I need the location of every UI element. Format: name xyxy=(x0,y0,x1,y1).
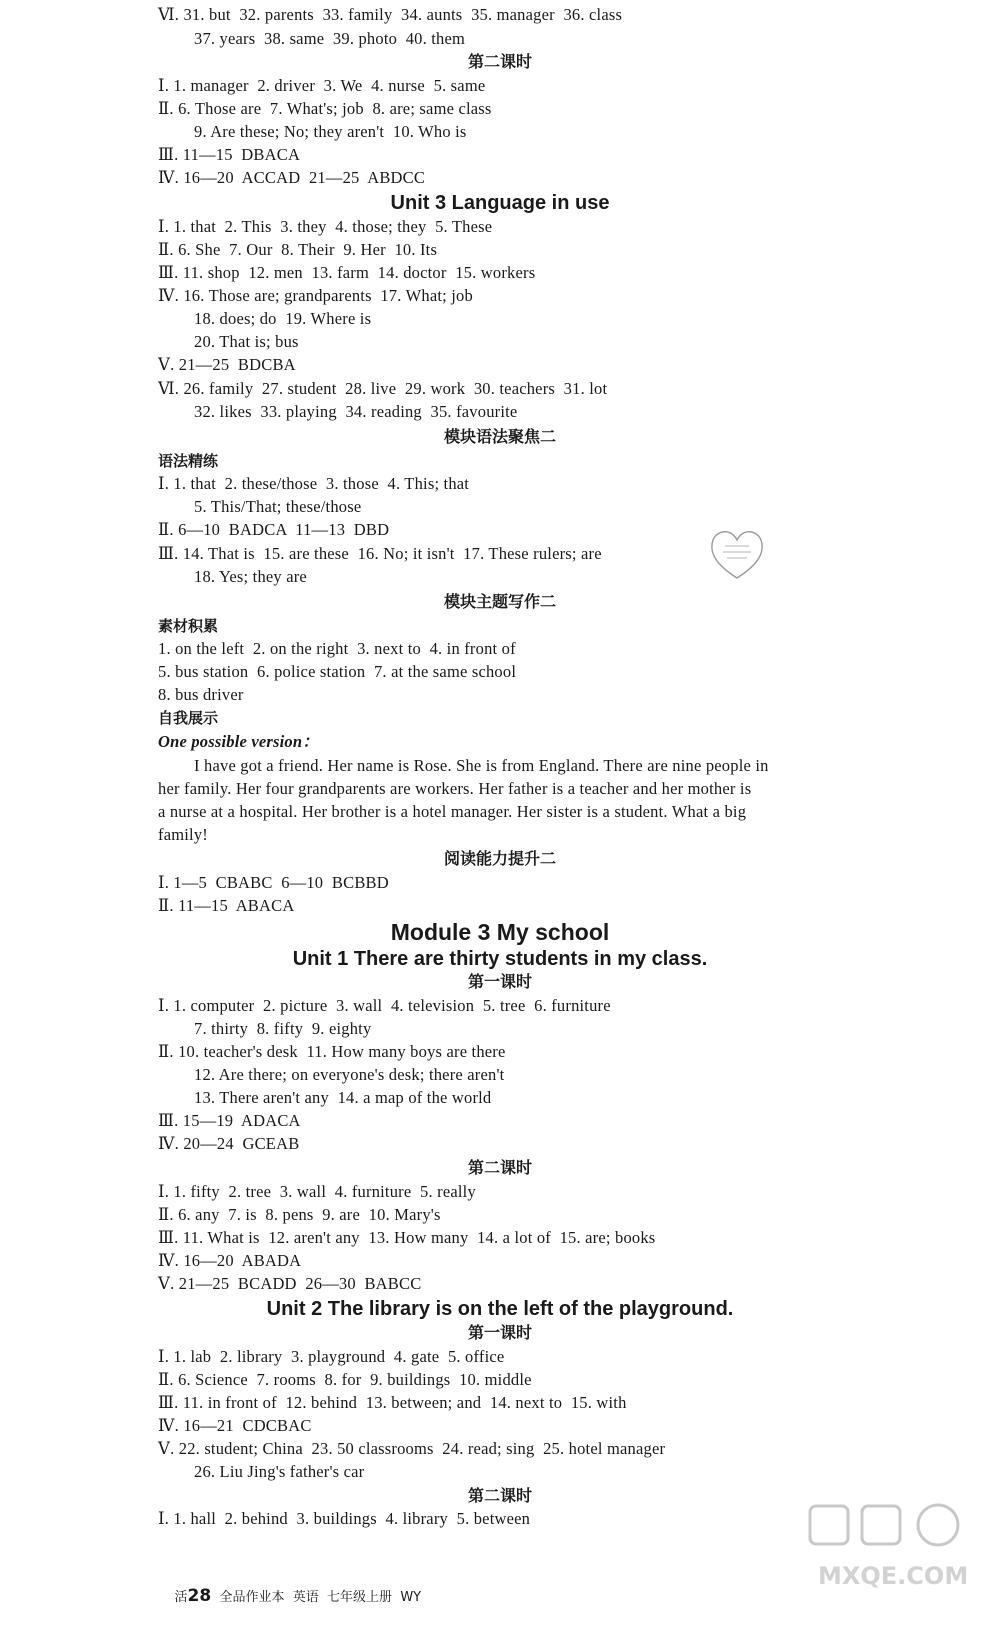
unit-heading: Unit 3 Language in use xyxy=(390,192,610,214)
section-heading: 模块主题写作二 xyxy=(443,592,556,611)
answer-line: Ⅳ. 16—20 ACCAD 21—25 ABDCC xyxy=(158,168,426,187)
answer-line: Ⅳ. 16—21 CDCBAC xyxy=(158,1416,312,1435)
answer-line: Ⅲ. 11. shop 12. men 13. farm 14. doctor 15. workers xyxy=(158,263,536,282)
section-heading: 阅读能力提升二 xyxy=(443,849,556,868)
section-heading: 模块语法聚焦二 xyxy=(443,427,556,446)
answer-line: Ⅰ. 1. that 2. This 3. they 4. those; they 5. These xyxy=(158,217,493,236)
answer-line: Ⅲ. 11. What is 12. aren't any 13. How many 14. a lot of 15. are; books xyxy=(158,1228,656,1247)
answer-line-continued: 18. Yes; they are xyxy=(194,567,307,586)
answer-line: Ⅱ. 11—15 ABACA xyxy=(158,896,295,915)
essay-line: I have got a friend. Her name is Rose. She is from England. There are nine people in xyxy=(194,756,769,775)
answer-line: Ⅴ. 21—25 BDCBA xyxy=(158,355,296,374)
answer-line: Ⅰ. 1. lab 2. library 3. playground 4. gate 5. office xyxy=(158,1347,505,1366)
answer-line: 8. bus driver xyxy=(158,685,244,704)
answer-line: Ⅲ. 15—19 ADACA xyxy=(158,1111,301,1130)
answer-line-continued: 5. This/That; these/those xyxy=(194,497,362,516)
page-number: 28 xyxy=(187,1586,212,1606)
answer-line-continued: 20. That is; bus xyxy=(194,332,299,351)
footer-edition: WY xyxy=(400,1590,422,1605)
answer-line-continued: 13. There aren't any 14. a map of the world xyxy=(194,1088,492,1107)
subsection-heading: 语法精练 xyxy=(158,452,219,470)
essay-line: family! xyxy=(158,825,208,844)
answer-line: Ⅲ. 11. in front of 12. behind 13. between; and 14. next to 15. with xyxy=(158,1393,627,1412)
section-heading: 第二课时 xyxy=(467,1486,532,1505)
answer-line-continued: 37. years 38. same 39. photo 40. them xyxy=(194,29,466,48)
watermark-logo-icon xyxy=(800,1500,990,1590)
answer-line: Ⅳ. 16—20 ABADA xyxy=(158,1251,302,1270)
subsection-heading: 素材积累 xyxy=(158,617,219,635)
answer-line: Ⅱ. 10. teacher's desk 11. How many boys are there xyxy=(158,1042,506,1061)
answer-line-continued: 7. thirty 8. fifty 9. eighty xyxy=(194,1019,372,1038)
answer-line: Ⅲ. 14. That is 15. are these 16. No; it isn't 17. These rulers; are xyxy=(158,544,602,563)
answer-line: Ⅰ. 1. manager 2. driver 3. We 4. nurse 5. same xyxy=(158,76,486,95)
answer-line-continued: 18. does; do 19. Where is xyxy=(194,309,372,328)
section-heading: 第二课时 xyxy=(467,1158,532,1177)
essay-line: a nurse at a hospital. Her brother is a hotel manager. Her sister is a student. What a big xyxy=(158,802,747,821)
answer-line: Ⅱ. 6. She 7. Our 8. Their 9. Her 10. Its xyxy=(158,240,438,259)
essay-line: her family. Her four grandparents are workers. Her father is a teacher and her mother is xyxy=(158,779,752,798)
answer-line: Ⅴ. 22. student; China 23. 50 classrooms 24. read; sing 25. hotel manager xyxy=(158,1439,666,1458)
answer-line-continued: 9. Are these; No; they aren't 10. Who is xyxy=(194,122,467,141)
footer-subject: 英语 xyxy=(292,1590,319,1605)
watermark-url-text: MXQE.COM xyxy=(818,1562,969,1590)
answer-line-continued: 32. likes 33. playing 34. reading 35. favourite xyxy=(194,402,518,421)
answer-line: Ⅵ. 31. but 32. parents 33. family 34. aunts 35. manager 36. class xyxy=(158,5,623,24)
answer-line: Ⅳ. 16. Those are; grandparents 17. What; job xyxy=(158,286,473,305)
answer-line: Ⅳ. 20—24 GCEAB xyxy=(158,1134,300,1153)
footer-book: 全品作业本 xyxy=(219,1590,285,1605)
answer-line: Ⅵ. 26. family 27. student 28. live 29. work 30. teachers 31. lot xyxy=(158,379,608,398)
answer-line: Ⅲ. 11—15 DBACA xyxy=(158,145,301,164)
answer-line: Ⅱ. 6. any 7. is 8. pens 9. are 10. Mary's xyxy=(158,1205,441,1224)
answer-line: Ⅰ. 1. hall 2. behind 3. buildings 4. library 5. between xyxy=(158,1509,531,1528)
answer-line: Ⅰ. 1. computer 2. picture 3. wall 4. television 5. tree 6. furniture xyxy=(158,996,611,1015)
section-heading: 第二课时 xyxy=(467,52,532,71)
answer-line: Ⅱ. 6—10 BADCA 11—13 DBD xyxy=(158,520,390,539)
page-footer xyxy=(158,1560,421,1634)
answer-line: Ⅰ. 1. that 2. these/those 3. those 4. This; that xyxy=(158,474,470,493)
answer-line: 1. on the left 2. on the right 3. next to 4. in front of xyxy=(158,639,516,658)
answer-line: 5. bus station 6. police station 7. at the same school xyxy=(158,662,517,681)
answer-line: Ⅰ. 1—5 CBABC 6—10 BCBBD xyxy=(158,873,389,892)
answer-line-continued: 12. Are there; on everyone's desk; there aren't xyxy=(194,1065,505,1084)
answer-line-continued: 26. Liu Jing's father's car xyxy=(194,1462,365,1481)
module-heading: Module 3 My school xyxy=(390,919,610,945)
page-prefix: 活 xyxy=(174,1590,188,1605)
unit-heading: Unit 2 The library is on the left of the playground. xyxy=(266,1298,734,1320)
unit-heading: Unit 1 There are thirty students in my class. xyxy=(292,948,708,970)
section-heading: 第一课时 xyxy=(467,972,532,991)
answer-line: Ⅱ. 6. Science 7. rooms 8. for 9. buildings 10. middle xyxy=(158,1370,532,1389)
essay-label: One possible version： xyxy=(158,732,319,751)
section-heading: 第一课时 xyxy=(467,1323,532,1342)
subsection-heading: 自我展示 xyxy=(158,709,219,727)
answer-line: Ⅱ. 6. Those are 7. What's; job 8. are; same class xyxy=(158,99,492,118)
answer-line: Ⅰ. 1. fifty 2. tree 3. wall 4. furniture 5. really xyxy=(158,1182,476,1201)
answer-line: Ⅴ. 21—25 BCADD 26—30 BABCC xyxy=(158,1274,422,1293)
heart-stamp-icon xyxy=(705,522,769,584)
footer-grade: 七年级上册 xyxy=(327,1590,393,1605)
